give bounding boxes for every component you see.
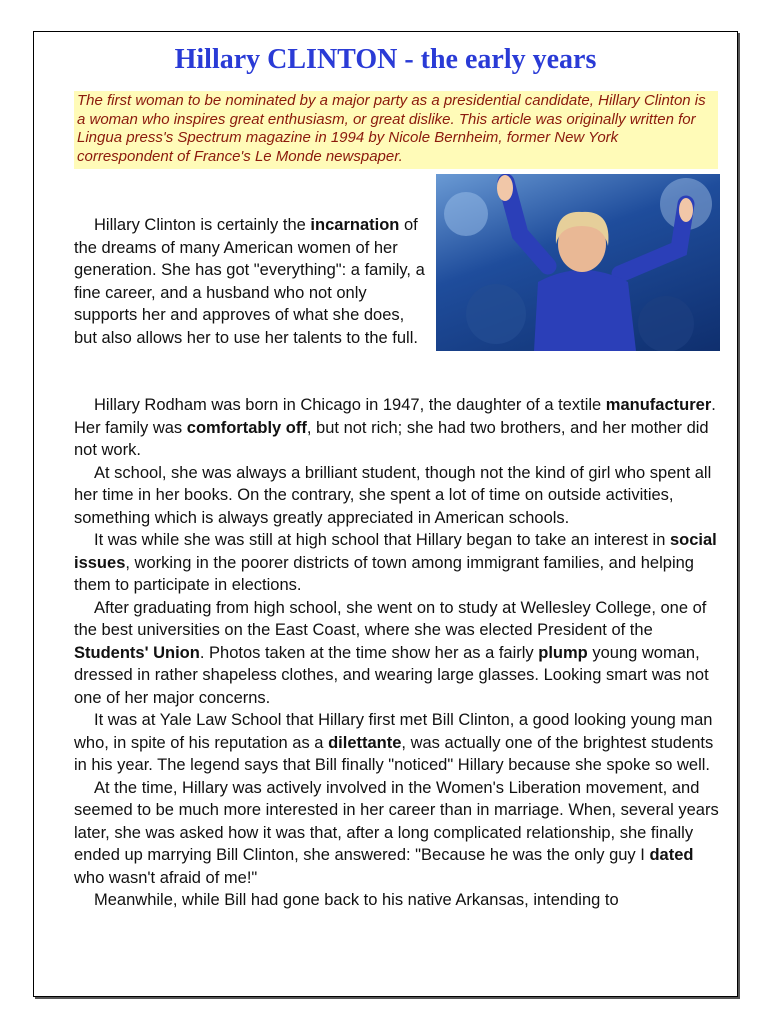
text: . Her family was <box>74 396 716 437</box>
text: of the dreams of many American women of her generation. She has got "everything": a family, a fine career, and a husband who not only supports her and approves of what she does, but also allows her to use her talents to the full. <box>74 216 425 347</box>
text: , working in the poorer districts of town among immigrant families, and helping them to participate in elections. <box>74 553 694 594</box>
bold-term: dated <box>649 846 694 864</box>
bold-term: dilettante <box>328 733 402 752</box>
text: Hillary Rodham was born in Chicago in 1947, the daughter of a textile <box>94 396 606 414</box>
paragraph-2 <box>74 394 719 462</box>
article-rest <box>74 394 719 912</box>
text: Hillary Clinton is certainly the <box>94 216 311 234</box>
text: After graduating from high school, she went on to study at Wellesley College, one of the best universities on the East Coast, where she was elected President of the <box>74 598 707 639</box>
text: , was actually one of the brightest students in his year. The legend says that Bill finally "noticed" Hillary because she spoke so well. <box>74 733 714 774</box>
paragraph-6 <box>74 709 719 777</box>
photo-illustration <box>436 174 720 351</box>
text: , but not rich; she had two brothers, and her mother did not work. <box>74 418 709 459</box>
intro-box: The first woman to be nominated by a major party as a presidential candidate, Hillary Clinton is a woman who inspires great enthusiasm, or great dislike. This article was originally written for Lingua press's Spectrum magazine in 1994 by Nicole Bernheim, former New York correspondent of France's Le Monde newspaper. <box>74 91 718 169</box>
text: . Photos taken at the time show her as a fairly <box>199 643 539 662</box>
bold-term: social issues <box>74 531 717 572</box>
text: young woman, dressed in rather shapeless clothes, and wearing large glasses. Looking smart was not one of her major concerns. <box>74 643 709 707</box>
article-title: Hillary CLINTON - the early years <box>174 44 597 75</box>
hillary-clinton-photo <box>436 174 720 351</box>
paragraph-1 <box>74 214 429 349</box>
paragraph-7 <box>74 777 719 890</box>
paragraph-8: Meanwhile, while Bill had gone back to his native Arkansas, intending to <box>94 891 619 909</box>
page-frame <box>33 31 738 997</box>
text: who wasn't afraid of me!" <box>74 868 258 887</box>
paragraph-3: At school, she was always a brilliant student, though not the kind of girl who spent all her time in her books. On the contrary, she spent a lot of time on outside activities, something which is always greatly appreciated in American schools. <box>74 463 712 527</box>
text: It was at Yale Law School that Hillary first met Bill Clinton, a good looking young man who, in spite of his reputation as a <box>74 711 713 752</box>
text: At the time, Hillary was actively involved in the Women's Liberation movement, and seemed to be much more interested in her career than in marriage. When, several years later, she was asked how it was that, after a long complicated relationship, she finally ended up marrying Bill Clinton, she answered: "Because he was the only guy I <box>74 778 719 864</box>
bold-term: incarnation <box>310 216 400 234</box>
bold-term: manufacturer <box>605 396 712 414</box>
bold-term: comfortably off <box>186 418 307 437</box>
bold-term: plump <box>538 643 588 662</box>
text: It was while she was still at high school that Hillary began to take an interest in <box>94 531 670 549</box>
paragraph-5 <box>74 597 719 710</box>
paragraph-4 <box>74 529 719 597</box>
bold-term: Students' Union <box>74 643 200 662</box>
